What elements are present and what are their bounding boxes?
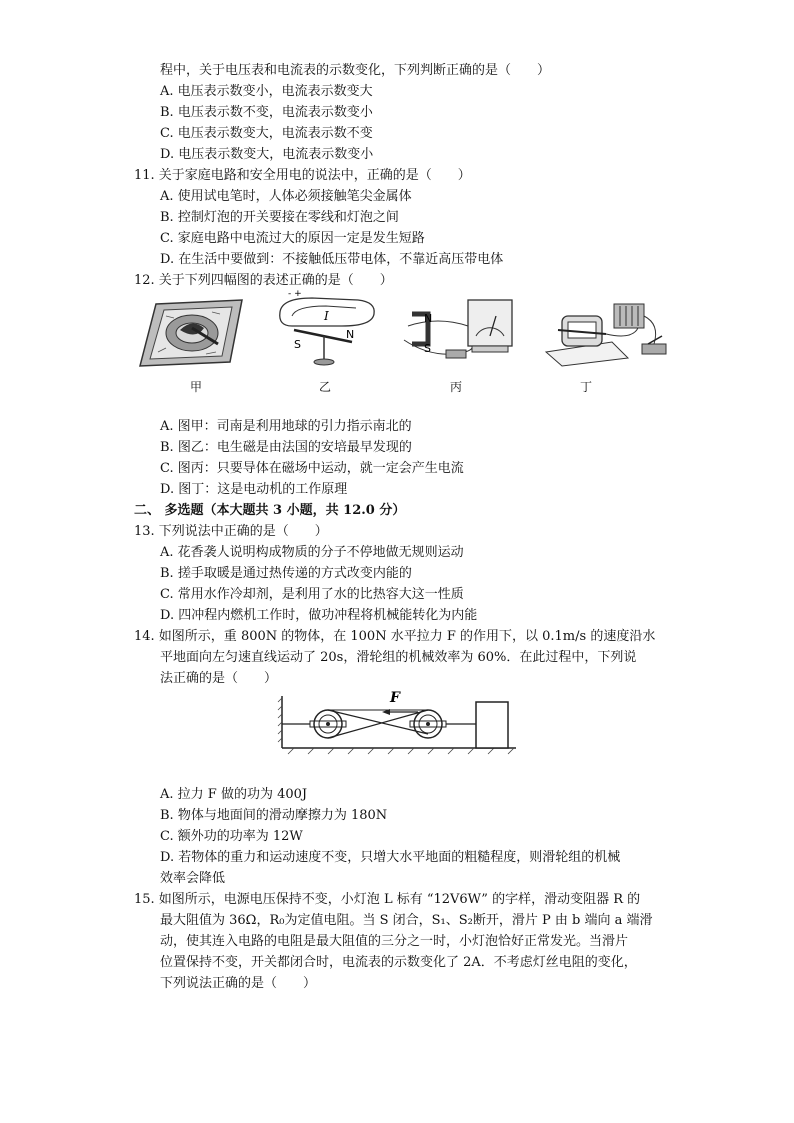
q14-option-a: A. 拉力 F 做的功为 400J [160, 787, 308, 802]
q14-stem-line-3: 法正确的是（ ） [160, 671, 278, 686]
q10-option-a: A. 电压表示数变小，电流表示数变大 [160, 84, 373, 99]
needle-label-s: S [294, 338, 301, 351]
q10-option-b: B. 电压表示数不变，电流表示数变小 [160, 105, 373, 120]
q13-stem: 13. 下列说法中正确的是（ ） [134, 524, 328, 539]
figure-yi-coil-needle [272, 290, 382, 368]
magnet-label-s: S [424, 342, 431, 355]
q11-option-d: D. 在生活中要做到：不接触低压带电体，不靠近高压带电体 [160, 252, 504, 267]
figure-ding-motor [542, 300, 670, 366]
q14-option-c: C. 额外功的功率为 12W [160, 829, 303, 844]
q12-option-d: D. 图丁：这是电动机的工作原理 [160, 482, 348, 497]
q13-option-c: C. 常用水作冷却剂，是利用了水的比热容大这一性质 [160, 587, 464, 602]
q11-stem: 11. 关于家庭电路和安全用电的说法中，正确的是（ ） [134, 168, 471, 183]
figure-pulley-system [278, 690, 518, 756]
q15-stem-line-4: 位置保持不变，开关都闭合时，电流表的示数变化了 2A．不考虑灯丝电阻的变化， [160, 955, 637, 970]
q12-option-c: C. 图丙：只要导体在磁场中运动，就一定会产生电流 [160, 461, 464, 476]
q14-option-b: B. 物体与地面间的滑动摩擦力为 180N [160, 808, 388, 823]
figure-label-bing: 丙 [449, 380, 462, 394]
q12-stem: 12. 关于下列四幅图的表述正确的是（ ） [134, 273, 393, 288]
q15-stem-line-3: 动，使其连入电路的电阻是最大阻值的三分之一时，小灯泡恰好正常发光。当滑片 [160, 934, 629, 949]
q15-stem-line-1: 15. 如图所示，电源电压保持不变，小灯泡 L 标有 “12V6W” 的字样，滑动变阻器 R 的 [134, 892, 641, 907]
q11-option-b: B. 控制灯泡的开关要接在零线和灯泡之间 [160, 210, 399, 225]
q15-stem-line-5: 下列说法正确的是（ ） [160, 976, 317, 991]
figure-jia-compass [136, 296, 248, 368]
q15-stem-line-2: 最大阻值为 36Ω，R₀为定值电阻。当 S 闭合，S₁、S₂断开，滑片 P 由 b 端向 a 端滑 [160, 913, 653, 928]
q14-option-d: D. 若物体的重力和运动速度不变，只增大水平地面的粗糙程度，则滑轮组的机械 [160, 850, 621, 865]
q10-stem-continuation: 程中，关于电压表和电流表的示数变化，下列判断正确的是（ ） [160, 63, 551, 78]
q13-option-b: B. 搓手取暖是通过热传递的方式改变内能的 [160, 566, 412, 581]
q14-option-d-continued: 效率会降低 [160, 871, 226, 886]
q10-option-c: C. 电压表示数变大，电流表示数不变 [160, 126, 373, 141]
q12-option-a: A. 图甲：司南是利用地球的引力指示南北的 [160, 419, 412, 434]
q11-option-a: A. 使用试电笔时，人体必须接触笔尖金属体 [160, 189, 412, 204]
figure-bing-induction [398, 296, 520, 368]
figure-label-jia: 甲 [189, 380, 202, 394]
current-label-i: I [324, 309, 329, 323]
needle-label-n: N [346, 328, 355, 341]
figure-label-ding: 丁 [579, 380, 592, 394]
force-label-f: F [390, 690, 400, 706]
q10-option-d: D. 电压表示数变大，电流表示数变小 [160, 147, 374, 162]
q14-stem-line-1: 14. 如图所示，重 800N 的物体，在 100N 水平拉力 F 的作用下，以 0.1m/s 的速度沿水 [134, 629, 656, 644]
figure-label-yi: 乙 [318, 380, 331, 394]
magnet-label-n: N [424, 312, 433, 325]
coil-terminal-signs: - + [288, 289, 302, 299]
q12-option-b: B. 图乙：电生磁是由法国的安培最早发现的 [160, 440, 412, 455]
q13-option-d: D. 四冲程内燃机工作时，做功冲程将机械能转化为内能 [160, 608, 478, 623]
section-heading-multiple-choice: 二、 多选题（本大题共 3 小题，共 12.0 分） [134, 503, 406, 518]
q13-option-a: A. 花香袭人说明构成物质的分子不停地做无规则运动 [160, 545, 464, 560]
q11-option-c: C. 家庭电路中电流过大的原因一定是发生短路 [160, 231, 425, 246]
q14-stem-line-2: 平地面向左匀速直线运动了 20s，滑轮组的机械效率为 60%．在此过程中，下列说 [160, 650, 637, 665]
